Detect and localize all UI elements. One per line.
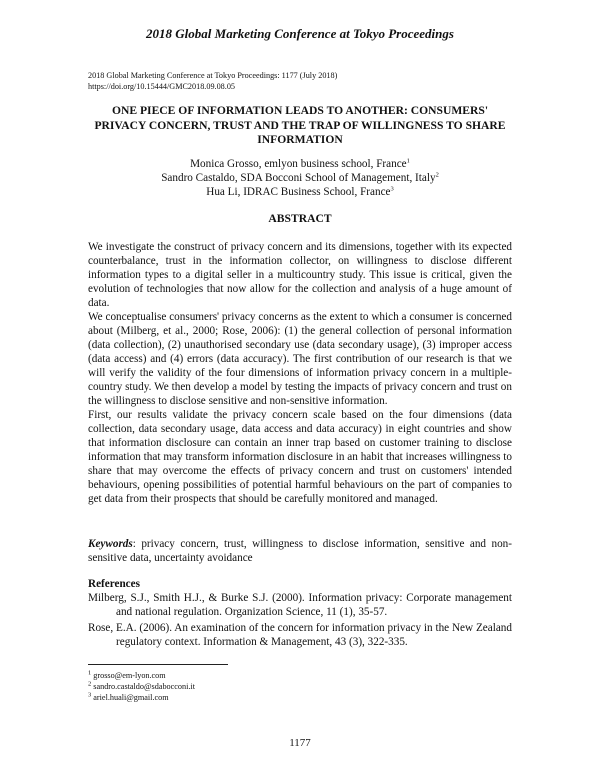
keywords-text: : privacy concern, trust, willingness to disclose information, sensitive and non-sensitive data, uncertainty avoidance [88, 538, 512, 564]
references-heading: References [88, 578, 140, 590]
author-line: Sandro Castaldo, SDA Bocconi School of Management, Italy$^2$ [161, 171, 439, 184]
abstract-paragraph: We conceptualise consumers' privacy concerns as the extent to which a consumer is concerned about (Milberg, et al., 2000; Rose, 2006): (1) the general collection of personal information (data collection), (2) unauthorised secondary use (data secondary usage), (3) improper access (data access) and (4) errors (data accuracy). The first contribution of our research is that we will verify the validity of the four dimensions of information privacy concern in a multiple-country study. We then develop a model by testing the impacts of privacy concern and trust on the willingness to disclose sensitive and non-sensitive information. [88, 311, 512, 407]
abstract-heading: ABSTRACT [268, 212, 332, 225]
keywords-label: Keywords [88, 538, 133, 550]
reference-item: Milberg, S.J., Smith H.J., & Burke S.J. (2000). Information privacy: Corporate management and national regulation. Organization Science, 11 (1), 35-57. [88, 592, 512, 618]
footnote: $^3$ ariel.huali@gmail.com [88, 691, 169, 702]
running-head: 2018 Global Marketing Conference at Tokyo Proceedings [146, 26, 454, 41]
reference-item: Rose, E.A. (2006). An examination of the concern for information privacy in the New Zealand regulatory context. Information & Management, 43 (3), 322-335. [88, 622, 512, 648]
citation-line: 2018 Global Marketing Conference at Tokyo Proceedings: 1177 (July 2018) [88, 71, 338, 80]
footnotes [88, 670, 195, 703]
page-number: 1177 [289, 737, 311, 749]
footnote-divider [88, 664, 228, 665]
references-list [88, 591, 512, 651]
citation-block [88, 70, 337, 92]
author-line: Hua Li, IDRAC Business School, France$^3$ [206, 185, 394, 198]
footnote: $^2$ sandro.castaldo@sdabocconi.it [88, 680, 195, 691]
footnote: $^1$ grosso@em-lyon.com [88, 669, 166, 680]
abstract-body [88, 240, 512, 506]
keywords [88, 537, 512, 565]
abstract-paragraph: First, our results validate the privacy concern scale based on the four dimensions (data collection, data secondary usage, data access and data accuracy) in eight countries and show that information disclosure can contain an inner trap based on customer training to disclose information that may transform information disclosure in an habit that increases willingness to share that may overcome the effects of privacy concern and trust on customers' intended behaviours, opening possibilities of potential harmful behaviours on the part of companies to get data from their prospects that should be carefully monitored and managed. [88, 409, 512, 505]
author-list [88, 157, 512, 199]
doi-line: https://doi.org/10.15444/GMC2018.09.08.05 [88, 82, 236, 91]
abstract-paragraph: We investigate the construct of privacy concern and its dimensions, together with its expected counterbalance, trust in the information collector, on willingness to disclose different information types to a digital seller in a multicountry study. This issue is critical, given the evolution of technologies that now allow for the collection and analysis of a huge amount of data. [88, 241, 512, 309]
author-line: Monica Grosso, emlyon business school, France$^1$ [190, 157, 410, 170]
paper-title: ONE PIECE OF INFORMATION LEADS TO ANOTHER: CONSUMERS' PRIVACY CONCERN, TRUST AND THE TRAP OF WILLINGNESS TO SHARE INFORMATION [94, 104, 506, 146]
